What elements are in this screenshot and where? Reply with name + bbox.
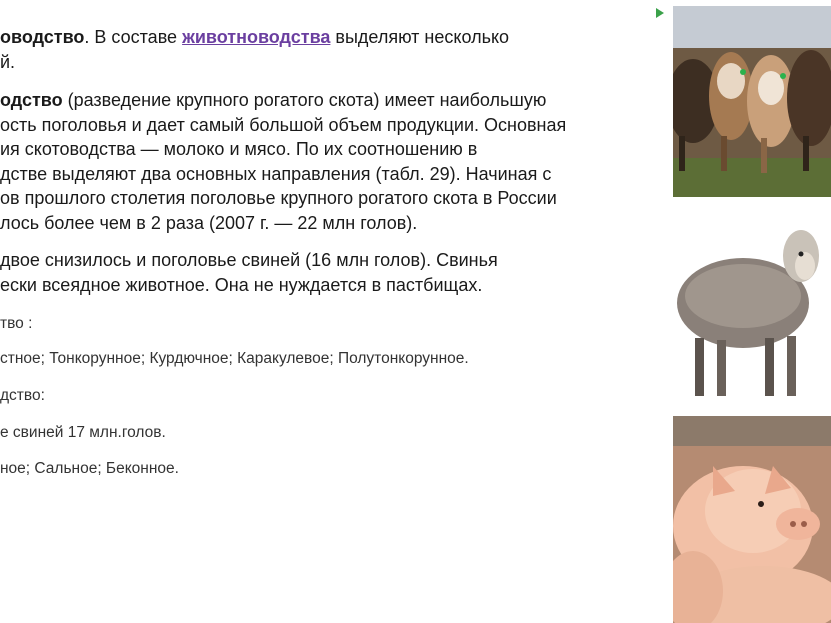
paragraph-2-line: лось более чем в 2 раза (2007 г. — 22 млн голов). [0,213,418,233]
text-run: . В составе [84,27,183,47]
note-line: стное; Тонкорунное; Курдючное; Каракулевое; Полутонкорунное. [0,350,469,367]
cows-photo [673,6,831,197]
paragraph-2-line: дстве выделяют два основных направления (табл. 29). Начиная с [0,164,552,184]
paragraph-2-line: ов прошлого столетия поголовье крупного рогатого скота в России [0,188,557,208]
paragraph-2-line-1 [0,88,546,113]
term-bold: одство [0,90,63,110]
sheep-photo [673,208,831,400]
pigs-photo [673,416,831,623]
paragraph-3-line: ески всеядное животное. Она не нуждается в пастбищах. [0,275,483,295]
sheep-illustration [673,208,831,400]
note-line: ное; Сальное; Беконное. [0,460,179,477]
paragraph-3-line: двое снизилось и поголовье свиней (16 млн голов). Свинья [0,250,498,270]
term-bold: оводство [0,27,85,47]
note-line: тво : [0,315,33,332]
paragraph-2-line: ия скотоводства — молоко и мясо. По их соотношению в [0,139,478,159]
paragraph-1-line-1 [0,25,509,50]
livestock-link[interactable]: животноводства [182,27,331,47]
bullet-arrow-icon [656,8,664,18]
cows-illustration [673,6,831,197]
paragraph-1-line-2: й. [0,52,16,72]
text-run: (разведение крупного рогатого скота) имеет наибольшую [62,90,547,110]
text-run: выделяют несколько [330,27,510,47]
note-line: е свиней 17 млн.голов. [0,424,166,441]
paragraph-2-line: ость поголовья и дает самый большой объем продукции. Основная [0,115,567,135]
pigs-illustration [673,416,831,623]
note-line: дство: [0,387,45,404]
